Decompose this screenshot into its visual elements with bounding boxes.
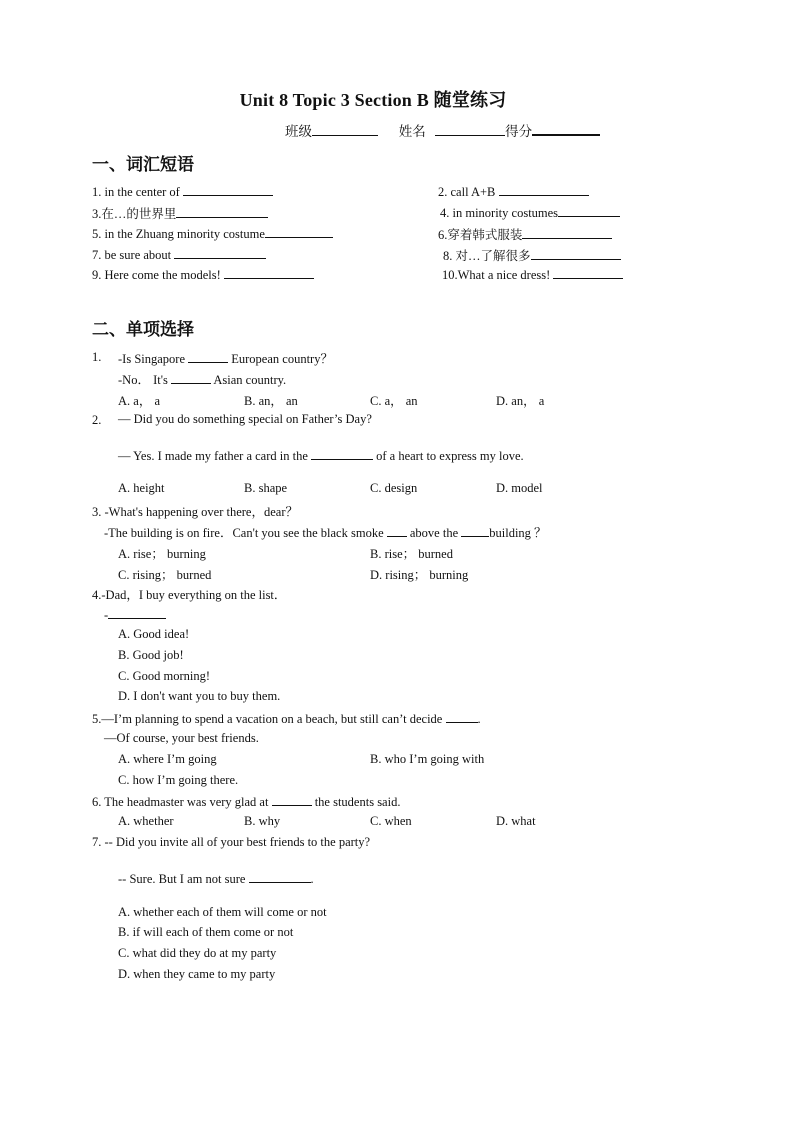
option-a[interactable]: A. whether each of them will come or not <box>118 905 327 919</box>
question-text: -Is Singapore <box>118 352 185 366</box>
option-d[interactable]: D. an， a <box>496 394 545 408</box>
option-d[interactable]: D. model <box>496 481 543 495</box>
vocab-text: 7. be sure about <box>92 248 172 262</box>
vocab-text: 2. call A+B <box>438 185 496 199</box>
vocab-text: 3.在…的世界里 <box>92 207 177 221</box>
vocab-item <box>438 225 612 243</box>
option-b[interactable]: B. why <box>244 814 281 828</box>
question-line <box>92 793 400 810</box>
vocab-item <box>440 204 620 221</box>
question-line <box>118 370 286 388</box>
question-text: of a heart to express my love. <box>376 449 524 463</box>
option-b[interactable]: B. shape <box>244 481 288 495</box>
vocab-text: 1. in the center of <box>92 185 180 199</box>
section1-heading: 一、词汇短语 <box>92 155 194 174</box>
vocab-text: 9. Here come the models! <box>92 268 221 282</box>
option-c[interactable]: C. how I’m going there. <box>118 773 239 787</box>
answer-blank[interactable] <box>387 524 407 537</box>
answer-blank[interactable] <box>553 266 623 279</box>
question-text: building ？ <box>489 526 547 540</box>
option-a[interactable]: A. a， a <box>118 394 160 408</box>
question-text: —Of course, your best friends. <box>104 731 259 745</box>
score-blank[interactable] <box>532 122 600 136</box>
answer-blank[interactable] <box>188 350 228 363</box>
question-text: the students said. <box>314 795 401 809</box>
answer-blank[interactable] <box>249 870 311 883</box>
question-line <box>118 349 333 367</box>
option-c[interactable]: C. when <box>370 814 412 828</box>
question-line <box>118 447 524 464</box>
page-title: Unit 8 Topic 3 Section B 随堂练习 <box>239 90 507 110</box>
option-b[interactable]: B. who I’m going with <box>370 752 485 766</box>
name-blank[interactable] <box>435 123 505 136</box>
vocab-item <box>92 183 273 200</box>
answer-blank[interactable] <box>522 226 612 239</box>
question-text: 4.-Dad，I buy everything on the list． <box>92 588 287 602</box>
vocab-text: 4. in minority costumes <box>440 206 559 220</box>
answer-blank[interactable] <box>171 371 211 384</box>
question-line <box>104 523 547 541</box>
answer-blank[interactable] <box>558 204 620 217</box>
question-text: - <box>104 608 109 622</box>
vocab-item <box>92 246 266 263</box>
question-number: 1. <box>92 350 102 364</box>
question-text: . <box>310 872 314 886</box>
option-d[interactable]: D. I don't want you to buy them. <box>118 689 281 703</box>
question-text: -- Sure. But I am not sure <box>118 872 246 886</box>
answer-blank[interactable] <box>499 183 589 196</box>
option-d[interactable]: D. when they came to my party <box>118 967 276 981</box>
vocab-text: 10.What a nice dress! <box>442 268 551 282</box>
vocab-text: 8. 对…了解很多 <box>443 249 531 263</box>
question-text: 6. The headmaster was very glad at <box>92 795 269 809</box>
option-b[interactable]: B. if will each of them come or not <box>118 925 294 939</box>
vocab-item <box>442 266 623 283</box>
answer-blank[interactable] <box>108 606 166 619</box>
question-line <box>92 710 481 727</box>
answer-blank[interactable] <box>461 524 489 537</box>
question-text: above the <box>409 526 459 540</box>
question-text: Asian country. <box>213 373 287 387</box>
option-d[interactable]: D. rising； burning <box>370 568 469 582</box>
name-label: 姓名 <box>398 124 426 139</box>
question-number: 2. <box>92 413 102 427</box>
question-text: European country？ <box>231 352 333 366</box>
answer-blank[interactable] <box>272 793 312 806</box>
option-b[interactable]: B. an， an <box>244 394 298 408</box>
vocab-item <box>438 183 589 200</box>
section2-heading: 二、单项选择 <box>92 320 194 339</box>
score-label: 得分 <box>505 124 533 139</box>
question-text: 5.—I’m planning to spend a vacation on a beach, but still can’t decide <box>92 712 443 726</box>
option-c[interactable]: C. design <box>370 481 418 495</box>
option-a[interactable]: A. rise； burning <box>118 547 206 561</box>
vocab-text: 6.穿着韩式服装 <box>438 228 523 242</box>
answer-blank[interactable] <box>183 183 273 196</box>
question-line <box>104 606 166 623</box>
option-c[interactable]: C. what did they do at my party <box>118 946 277 960</box>
option-a[interactable]: A. Good idea! <box>118 627 190 641</box>
question-text: 7. -- Did you invite all of your best friends to the party? <box>92 835 371 849</box>
option-b[interactable]: B. Good job! <box>118 648 184 662</box>
question-text: 3. -What's happening over there，dear？ <box>92 505 298 519</box>
answer-blank[interactable] <box>176 205 268 218</box>
question-text: . <box>477 712 481 726</box>
class-label: 班级 <box>285 124 312 139</box>
vocab-item <box>443 246 621 264</box>
vocab-item <box>92 225 333 242</box>
answer-blank[interactable] <box>224 266 314 279</box>
vocab-text: 5. in the Zhuang minority costume <box>92 227 265 241</box>
student-info-line <box>285 120 600 140</box>
question-text: -The building is on fire．Can't you see the black smoke <box>104 526 384 540</box>
answer-blank[interactable] <box>531 247 621 260</box>
option-c[interactable]: C. rising； burned <box>118 568 212 582</box>
question-text: -No． It's <box>118 373 168 387</box>
answer-blank[interactable] <box>174 246 266 259</box>
question-text: — Did you do something special on Father’s Day? <box>118 412 372 426</box>
option-a[interactable]: A. where I’m going <box>118 752 217 766</box>
answer-blank[interactable] <box>265 225 333 238</box>
option-c[interactable]: C. Good morning! <box>118 669 211 683</box>
question-text: — Yes. I made my father a card in the <box>118 449 308 463</box>
vocab-item <box>92 204 268 222</box>
answer-blank[interactable] <box>446 710 478 723</box>
option-c[interactable]: C. a， an <box>370 394 418 408</box>
option-d[interactable]: D. what <box>496 814 536 828</box>
option-a[interactable]: A. height <box>118 481 165 495</box>
class-blank[interactable] <box>312 123 378 136</box>
option-b[interactable]: B. rise； burned <box>370 547 453 561</box>
option-a[interactable]: A. whether <box>118 814 174 828</box>
question-line <box>118 870 314 887</box>
answer-blank[interactable] <box>311 447 373 460</box>
vocab-item <box>92 266 314 283</box>
